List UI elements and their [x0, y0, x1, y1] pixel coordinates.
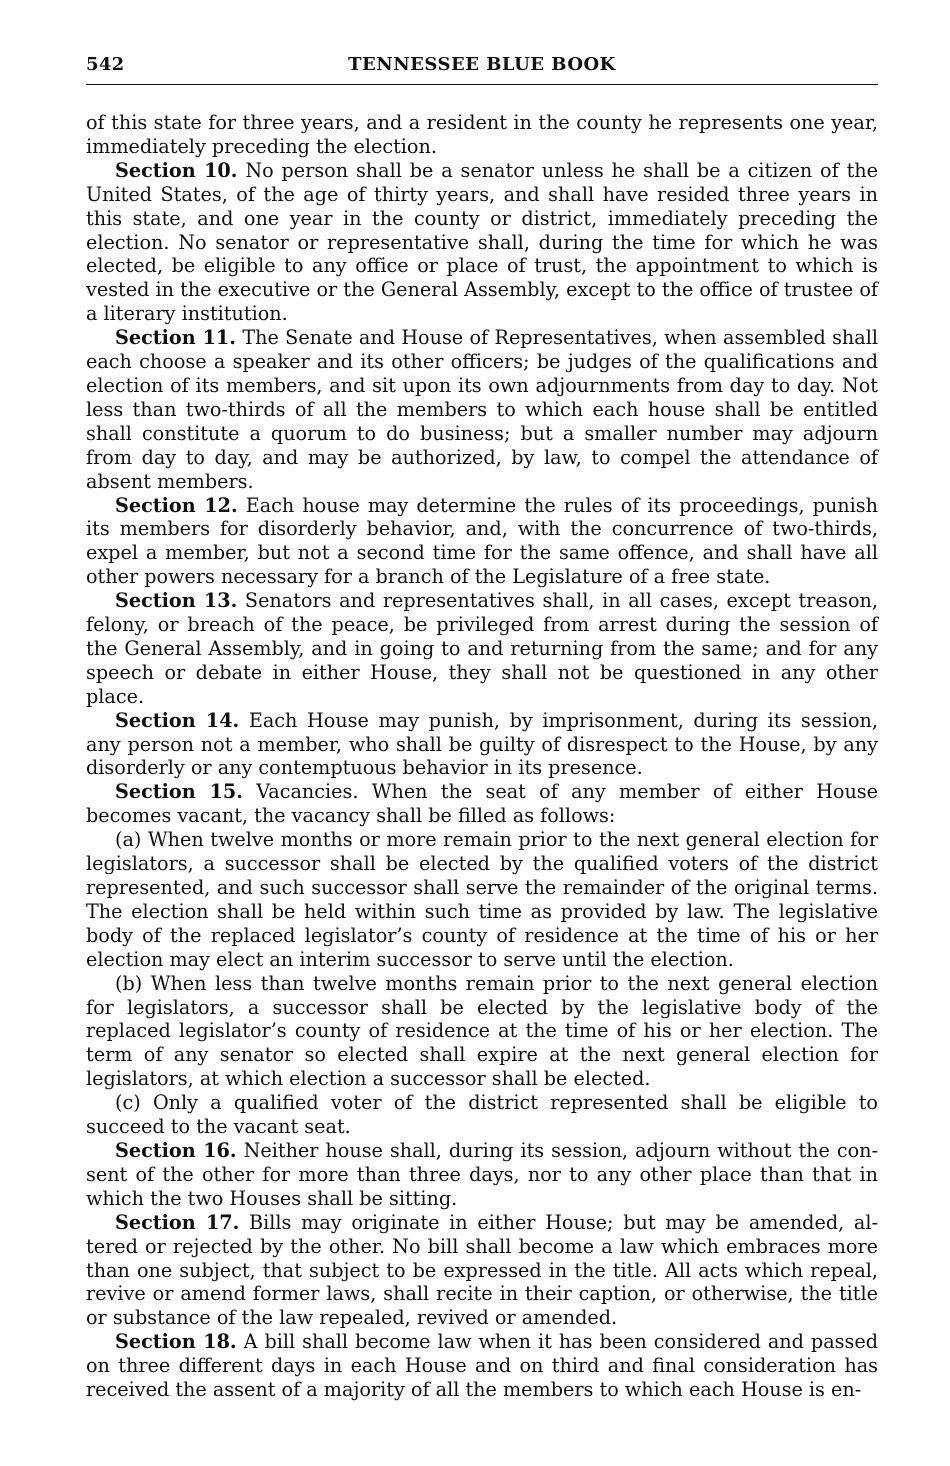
section-label: Section 14.: [115, 708, 240, 732]
paragraph-text: Each House may punish, by imprisonment, during its session, any person not a member, who shall be guilty of disrespect to the House, by any disorderly or any contemptuous behavior in its presence.: [86, 708, 878, 780]
section-14-paragraph: [86, 709, 878, 781]
paragraph-continuation: [86, 111, 878, 159]
section-15-subsection-a: [86, 828, 878, 971]
page-number: 542: [86, 54, 125, 75]
section-label: Section 15.: [115, 780, 243, 804]
paragraph-text: Neither house shall, during its session, adjourn without the consent of the other for more than three days, nor to any other place than that in which the two Houses shall be sitting.: [86, 1138, 878, 1210]
page-header: [86, 52, 878, 85]
paragraph-text: Vacancies. When the seat of any member of either House becomes vacant, the vacancy shall be filled as follows:: [86, 780, 879, 828]
section-label: Section 18.: [115, 1330, 237, 1354]
paragraph-text: Each house may determine the rules of its proceedings, punish its members for disorderly behavior, and, with the concurrence of two-thirds, expel a member, but not a second time for the same offence, and shall have all other powers necessary for a branch of the Legislature of a free state.: [86, 493, 878, 589]
body-text: [86, 111, 878, 1402]
section-17-paragraph: [86, 1211, 878, 1331]
section-11-paragraph: [86, 326, 878, 493]
section-label: Section 12.: [115, 493, 238, 517]
paragraph-text: (c) Only a qualified voter of the district represented shall be eligible to succeed to the vacant seat.: [86, 1091, 878, 1139]
paragraph-text: Bills may originate in either House; but may be amended, altered or rejected by the other. No bill shall become a law which embraces more than one subject, that subject to be expressed in the title. All acts which repeal, revive or amend former laws, shall recite in their caption, or otherwise, the title or substance of the law repealed, revived or amended.: [86, 1210, 878, 1330]
section-label: Section 11.: [115, 326, 236, 350]
section-label: Section 16.: [115, 1138, 237, 1162]
section-15-subsection-c: [86, 1091, 878, 1139]
section-10-paragraph: [86, 159, 878, 326]
paragraph-text: (b) When less than twelve months remain prior to the next general election for legislators, a successor shall be elected by the legislative body of the replaced legislator’s county of residence at the time of his or her election. The term of any senator so elected shall expire at the next general election for legislators, at which election a successor shall be elected.: [86, 971, 878, 1091]
section-12-paragraph: [86, 494, 878, 590]
section-13-paragraph: [86, 589, 878, 709]
paragraph-text: of this state for three years, and a resident in the county he represents one year, immediately preceding the election.: [86, 111, 878, 158]
running-title: TENNESSEE BLUE BOOK: [348, 54, 616, 75]
section-15-paragraph: [86, 780, 878, 828]
paragraph-text: (a) When twelve months or more remain prior to the next general election for legislators, a successor shall be elected by the qualified voters of the district represented, and such successor shall serve the remainder of the original terms. The election shall be held within such time as provided by law. The legislative body of the replaced legislator’s county of residence at the time of his or her election may elect an interim successor to serve until the election.: [86, 828, 878, 971]
section-18-paragraph: [86, 1330, 878, 1402]
paragraph-text: Senators and representatives shall, in all cases, except treason, felony, or breach of the peace, be privileged from arrest during the session of the General Assembly, and in going to and returning from the same; and for any speech or debate in either House, they shall not be questioned in any other place.: [86, 589, 879, 708]
section-15-subsection-b: [86, 972, 878, 1092]
section-label: Section 17.: [115, 1210, 240, 1234]
paragraph-text: A bill shall become law when it has been considered and passed on three different days in each House and on third and final consideration has received the assent of a majority of all the members to which each House is en-: [86, 1330, 878, 1402]
section-16-paragraph: [86, 1139, 878, 1211]
paragraph-text: The Senate and House of Representatives, when assembled shall each choose a speaker and its other officers; be judges of the qualifications and election of its members, and sit upon its own adjournments from day to day. Not less than two-thirds of all the members to which each house shall be entitled shall constitute a quorum to do business; but a smaller number may adjourn from day to day, and may be authorized, by law, to compel the attendance of absent members.: [86, 326, 879, 493]
section-label: Section 13.: [115, 589, 238, 613]
paragraph-text: No person shall be a senator unless he shall be a citizen of the United States, of the age of thirty years, and shall have resided three years in this state, and one year in the county or district, immediately preceding the election. No senator or representative shall, during the time for which he was elected, be eligible to any office or place of trust, the appointment to which is vested in the executive or the General Assembly, except to the office of trustee of a literary institution.: [86, 158, 878, 326]
section-label: Section 10.: [115, 158, 238, 182]
